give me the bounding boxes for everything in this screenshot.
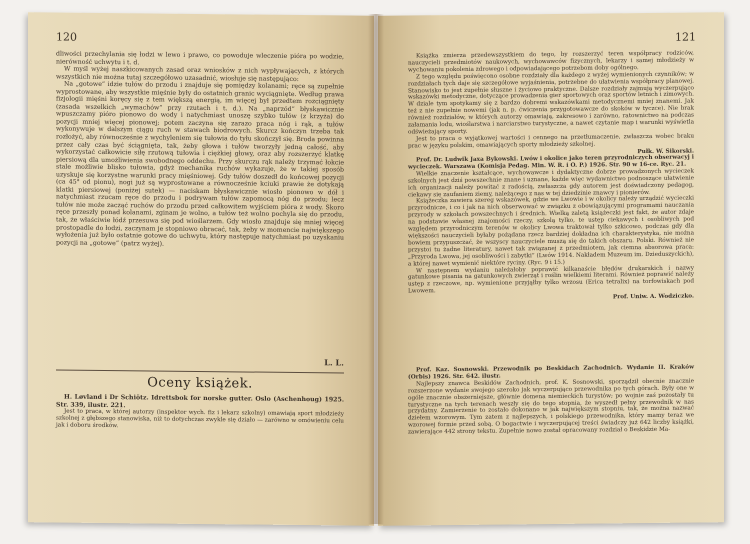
review-heading: Prof. Kaz. Sosnowski. Przewodnik po Beskidach Zachodnich. Wydanie II. Kraków (Orbis) 1926. Str. 642. ilustr. <box>408 364 694 381</box>
review-entry-3 <box>408 365 694 508</box>
review-paragraph: Najlepszy znawca Beskidów Zachodnich, prof. K. Sosnowski, sporządził obecnie znacznie rozszerzone wydanie swojego szeroko jak wyczerpująco przewodnika po tych górach. Były one w ogóle znacznie obszerniejsze, głównie domena niemieckich turystów; po wojnie zaś pozostały tu turystyczne na tych terenach weszły się do tego stopnia, że wyszedł pełny przewodnik w nas przydatny. Zamierzenie to zostało dokonano w jak największym stopniu, tak, że można nazwać dziełem wzorowym. Tym zatem z najlepszych, i polskiego przewodnika, który mamy teraz we wzorowej formie przed sobą. O bogactwie i wyczerpującej treści świadczy już 642 liczby książki, zawierające 442 strony tekstu. Zupełnie nowo został opracowany rozdział o Beskidzie Ma- <box>408 378 694 436</box>
review-paragraph: Z tego względu poświęcono osobne rozdziały dla każdego z wyżej wymienionych czynników; w rozdziałach tych daje się szczegółowe wyjaśnienia, potrzebne do ułatwienia współpracy planowej. Stanowisko to jest zupełnie słuszne i życiowo praktyczne. Dalsze rozdziały zajmują wyczerpująco wskazówki metodyczne, dotyczące prowadzenia gier sportowych oraz sportów letnich i zimowych. W dziale tym spotykamy się z bardzo dobremi wskazówkami metodycznemi mniej znanemi. Jak też z nie zupełnie nowemi (jak n. p. ćwiczenia przygotowawcze do skoków w tyczce). Nie brak również rozdziałów, w których autorzy omawiają, zakresowo i zarówno, ratownictwo na podczas załamania lodu, wioślarstwa i narciarstwo turystyczne, a nawet czytanie map i warunki wyświetla odświeżający sporty. <box>408 71 694 136</box>
review-continuation <box>408 50 694 155</box>
review-paragraph: Wielkie znaczenie kształcące, wychowawcze i dydaktyczne dobrze prowadzonych wycieczek szkolnych jest dziś powszechnie znane i uznane, każde więc wydawnictwo podnoszące ułatwienie ich organizacji należy powitać z radością, zwłaszcza gdy autorem jest doświadczony pedagog, ciekawy się zaufaniem ziemy, należącego z nas w tej dziedzinie znawcy i pionierów. <box>408 168 694 199</box>
review-text: Jest to praca, w której autorzy (inspektor wych. fiz i lekarz szkolny) omawiają sport młodzieży szkolnej z głębszego stanowiska, niż to dotychczas zwykle się działo — zarówno w omówieniu celu jak i doboru środków. <box>56 408 344 430</box>
section-title: Oceny książek. <box>147 375 253 392</box>
review-entry-2 <box>408 155 694 356</box>
article-paragraph: Na „gotowe” idzie tułów do przodu i znajduje się pomiędzy kolanami; ręce są zupełnie wyprostowane, aby wszystkie mięśnie były do ostatnich granic wyciągnięte. Według prawa fizjologii mięśni koręcy się z tem większą energią, im więcej był przedtem rozciągnięty (zasada wszelkich „wymachów” przy rzutach i t. d.). Na „naprzód” błyskawicznie wpuszczamy pióro pionowo do wody i natychmiast unoszę szybko tułów (z krzyża) do pozycji mniej więcej pionowej; potem zaczyna się zarazo praca nóg i rąk, a tułów wykonywuje w dalszym ciągu ruch w stawach biodrowych. Skurcz kończyn trzeba tak rozłożyć, aby równocześnie z wychyleniem się tułowia do tyłu skończył się. Broda powinna przez cały czas być ściągnięta, tak, żeby głowa i tułów tworzyły jedną całość, aby wykorzystać całkowicie siłę rzutową tułowia i ciężkiej głowy, oraz aby rozszerzyć klatkę piersiową dla umożliwienia swobodnego oddechu. Przy skurczu rąk należy trzymać łokcie stale możliwie blisko tułowia, gdyż mechanika ruchów wykazuje, że w takiej sposób uzyskuje się korzystne warunki pracy mięśniowej. Gdy tułów doszedł do końcowej pozycji (ca 45° od pionu), nogi już są wyprostowane a równocześnie kciuki prawie że dotykają klatki piersiowej (poniżej sutek) — naciskam błyskawicznie wiosło pionowo w dół i natychmiast rzucam ręce do przodu i podrywam tułów zapomocą nóg do przodu; lecz tułów nie może zacząć ruchów do przodu przed całkowitem wyjściem pióra z wody. Skoro ręce przeszły ponad kolanami, zginam je wolno, a tułów też wolno pochyla się do przodu, tak, że właściwie łódź przesuwa się pod wioślarzem. Gdy wiosło znajduje się mniej więcej prostopadle do łodzi, zaczynam je stopniowo obracać, tak, żeby w momencie największego wyłożenia już było ostatnie gotowe do uchwytu, który następuje natychmiast po uzyskaniu pozycji na „gotowe” (patrz wyżej). <box>56 80 344 248</box>
review-paragraph: W następnem wydaniu należałoby poprawić kilkanaście błędów drukarskich i nazwy gatunkowe pisania na gatunkowych zwierząt i roślin wielkiemi literami. Również poprawić należy ustęp z rzeczowe, np. wymienione przyjąłby tylko wrzosu (Erica tetralix) na torfowiskach pod Lwowem. <box>408 265 694 295</box>
article-paragraph: W myśl wyżej naszkicowanych zasad oraz wniosków z nich wypływających, z których wszystkich nie można tutaj szczegółowo uzasadnić, wiosłuje się następująco: <box>56 65 344 83</box>
review-paragraph: Książeczka zawiera szereg wskazówek, gdzie we Lwowie i w okolicy należy urządzić wycieczki przyrodnicze, i co i jak na nich obserwować w związku z obowiązującymi programami nauczania przyrody w szkołach powszechnych i średnich. Wielką zaletą książeczki jest fakt, że autor zdaje na podstawie własnej znajomości rzeczy, szkolą tylko, te ustęp ciekawych i osobliwych pod względem przyrodniczym terenów w okolicy Lwowa traktował tylko szkicowo, podczas gdy dla większości nauczycieli byłaby pożądana rzecz bardziej dokładna ich charakterystyka, nie można bowiem przypuszczać, że wszyscy nauczyciele muszą się do takich obszaru. Polski. Również nie przystoi tu żadne literatury, nawet tak związanej z przedmiotem, jak ciemna absorowa praca: „Przyroda Lwowa, jej osobliwości i zabytki” (Lwów 1914. Nakładem Muzeum im. Dzieduszyckich), a której nawet wymienić niektóre ryciny. (Ryc. 9 i 15.) <box>408 195 694 268</box>
review-heading: H. Løvland i Dr Schiötz. Idrettsbok for norske gutter. Oslo (Aschenhoug) 1925. Str. 339, ilustr. 221. <box>56 393 344 409</box>
article-paragraph: dliwości przechylania się łodzi w lewo i prawo, co powoduje wleczenie pióra po wodzie, nierówność uchwytu i t. d. <box>56 50 344 66</box>
article-body <box>56 50 344 353</box>
page-number-left: 120 <box>56 30 77 44</box>
page-number-right: 121 <box>675 30 696 44</box>
left-page <box>28 12 374 526</box>
review-paragraph: Jest to praca o wyjątkowej wartości i cennego na przetłumaczenie, zwłaszcza wobec braku prac w języku polskim, omawiających sporty młodzieży szkolnej. <box>408 133 694 150</box>
review-paragraph: Książka zmierza przedewszystkiem do tego, by rozszerzyć teren współpracy rodziców, nauczycieli przedmiotów naukowych, wychowawców fizycznych, lekarzy i samej młodzieży w wychowaniu pokolenia zdrowego i odpowiadającego potrzebom doby ogólnego. <box>408 50 694 74</box>
right-page <box>378 12 724 526</box>
article-signature: L. L. <box>324 357 344 368</box>
reviewer-signature: Prof. Uniw. A. Wodziczko. <box>612 293 694 301</box>
book-spread <box>28 14 724 534</box>
section-divider <box>56 369 344 373</box>
review-entry <box>56 393 344 506</box>
review-heading: Prof. Dr. Ludwik Jaxa Bykowski. Lwów i okolice jako teren przyrodniczych obserwacyj i wycieczek. Warszawa (Komisja Pedag. Min. W. R. i O. P.) 1926. Str. 90 w 16-ce. Ryc. 21. <box>408 154 694 171</box>
reviewer-signature: Pułk. W. Sikorski. <box>637 148 694 155</box>
